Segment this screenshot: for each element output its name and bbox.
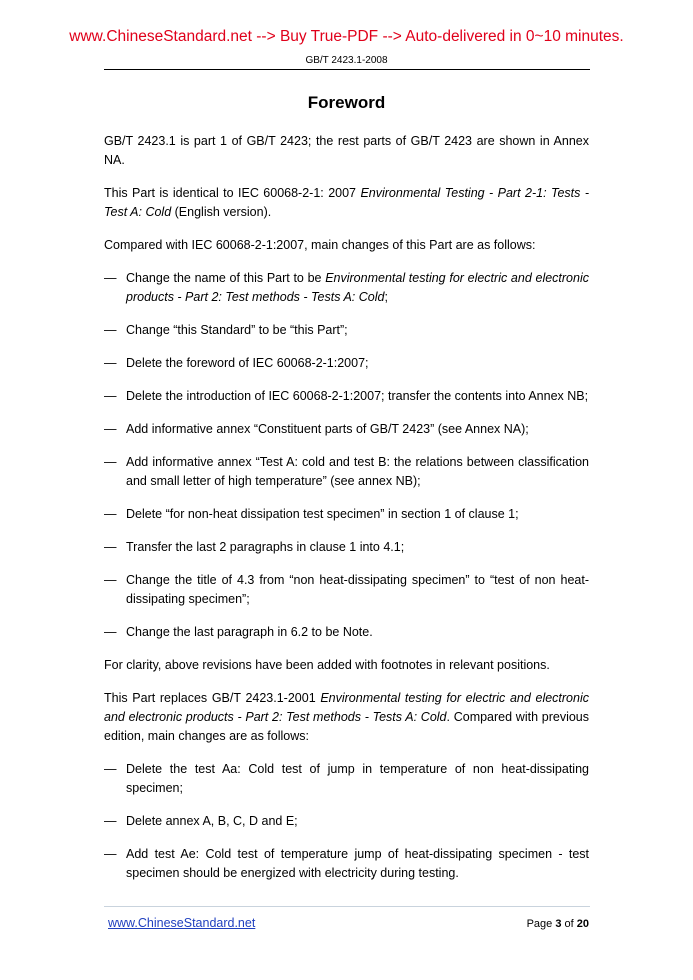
list-item: [104, 812, 589, 831]
dash-bullet: —: [104, 573, 117, 587]
dash-bullet: —: [104, 814, 117, 828]
list-item-text: Change the last paragraph in 6.2 to be Note.: [126, 625, 373, 639]
text-run: This Part replaces GB/T 2423.1-2001: [104, 691, 321, 705]
header-rule: [104, 69, 590, 70]
list-item-text: Add informative annex “Constituent parts of GB/T 2423” (see Annex NA);: [126, 422, 529, 436]
dash-bullet: —: [104, 356, 117, 370]
list-item-text: Delete annex A, B, C, D and E;: [126, 814, 298, 828]
list-item-text: Delete the test Aa: Cold test of jump in temperature of non heat-dissipating specimen;: [126, 762, 589, 795]
dash-bullet: —: [104, 625, 117, 639]
italic-title: Environmental testing for electric and electronic products - Part 2: Test methods - Tests A: Cold: [126, 271, 589, 304]
list-item: [104, 354, 589, 373]
dash-bullet: —: [104, 271, 117, 285]
dash-bullet: —: [104, 389, 117, 403]
footer-website-link[interactable]: www.ChineseStandard.net: [108, 916, 256, 930]
footer-rule: [104, 906, 590, 907]
list-item-text: [126, 269, 589, 307]
list-item-text: Change “this Standard” to be “this Part”;: [126, 323, 348, 337]
page-total: 20: [576, 918, 589, 930]
list-item: [104, 420, 589, 439]
list-item: [104, 453, 589, 491]
list-item-text: Delete the foreword of IEC 60068-2-1:2007;: [126, 356, 369, 370]
page-title: Foreword: [307, 93, 386, 112]
text-run: This Part is identical to IEC 60068-2-1: 2007: [104, 186, 361, 200]
page-number: [527, 917, 589, 931]
list-item: [104, 845, 589, 883]
dash-bullet: —: [104, 422, 117, 436]
list-item: [104, 387, 589, 406]
paragraph: GB/T 2423.1 is part 1 of GB/T 2423; the rest parts of GB/T 2423 are shown in Annex NA.: [104, 134, 589, 167]
list-item-text: Add test Ae: Cold test of temperature jump of heat-dissipating specimen - test specimen should be energized with electricity during testing.: [126, 847, 589, 880]
page-of: of: [561, 918, 577, 930]
list-item-text: Transfer the last 2 paragraphs in clause 1 into 4.1;: [126, 540, 405, 554]
list-item-text: Add informative annex “Test A: cold and test B: the relations between classification and small letter of high temperature” (see annex NB);: [126, 455, 589, 488]
list-item: [104, 269, 589, 307]
list-item: [104, 538, 589, 557]
running-header: GB/T 2423.1-2008: [305, 55, 388, 66]
dash-bullet: —: [104, 323, 117, 337]
list-item-text: Change the title of 4.3 from “non heat-dissipating specimen” to “test of non heat-dissipating specimen”;: [126, 573, 589, 606]
list-item: [104, 505, 589, 524]
dash-bullet: —: [104, 762, 117, 776]
italic-title: Environmental testing for electric and electronic and electronic products - Part 2: Test methods - Tests A: Cold: [104, 691, 589, 724]
list-item-text: Delete the introduction of IEC 60068-2-1:2007; transfer the contents into Annex NB;: [126, 389, 589, 403]
list-item: [104, 623, 589, 642]
list-item: [104, 321, 589, 340]
paragraph: [104, 689, 589, 746]
text-run: Change the name of this Part to be: [126, 271, 326, 285]
dash-bullet: —: [104, 455, 117, 469]
text-run: ;: [384, 290, 388, 304]
dash-bullet: —: [104, 507, 117, 521]
italic-title: Environmental Testing - Part 2-1: Tests - Test A: Cold: [104, 186, 589, 219]
promo-banner[interactable]: www.ChineseStandard.net --> Buy True-PDF --> Auto-delivered in 0~10 minutes.: [69, 28, 624, 45]
document-body: [104, 132, 589, 897]
paragraph: [104, 184, 589, 222]
dash-bullet: —: [104, 847, 117, 861]
paragraph: For clarity, above revisions have been added with footnotes in relevant positions.: [104, 658, 550, 672]
dash-bullet: —: [104, 540, 117, 554]
list-item-text: Delete “for non-heat dissipation test specimen” in section 1 of clause 1;: [126, 507, 519, 521]
paragraph: Compared with IEC 60068-2-1:2007, main changes of this Part are as follows:: [104, 238, 536, 252]
page-current: 3: [555, 918, 562, 930]
text-run: . Compared with previous edition, main changes are as follows:: [104, 710, 589, 743]
page-label: Page: [526, 918, 556, 930]
text-run: (English version).: [171, 205, 272, 219]
list-item: [104, 571, 589, 609]
list-item: [104, 760, 589, 798]
